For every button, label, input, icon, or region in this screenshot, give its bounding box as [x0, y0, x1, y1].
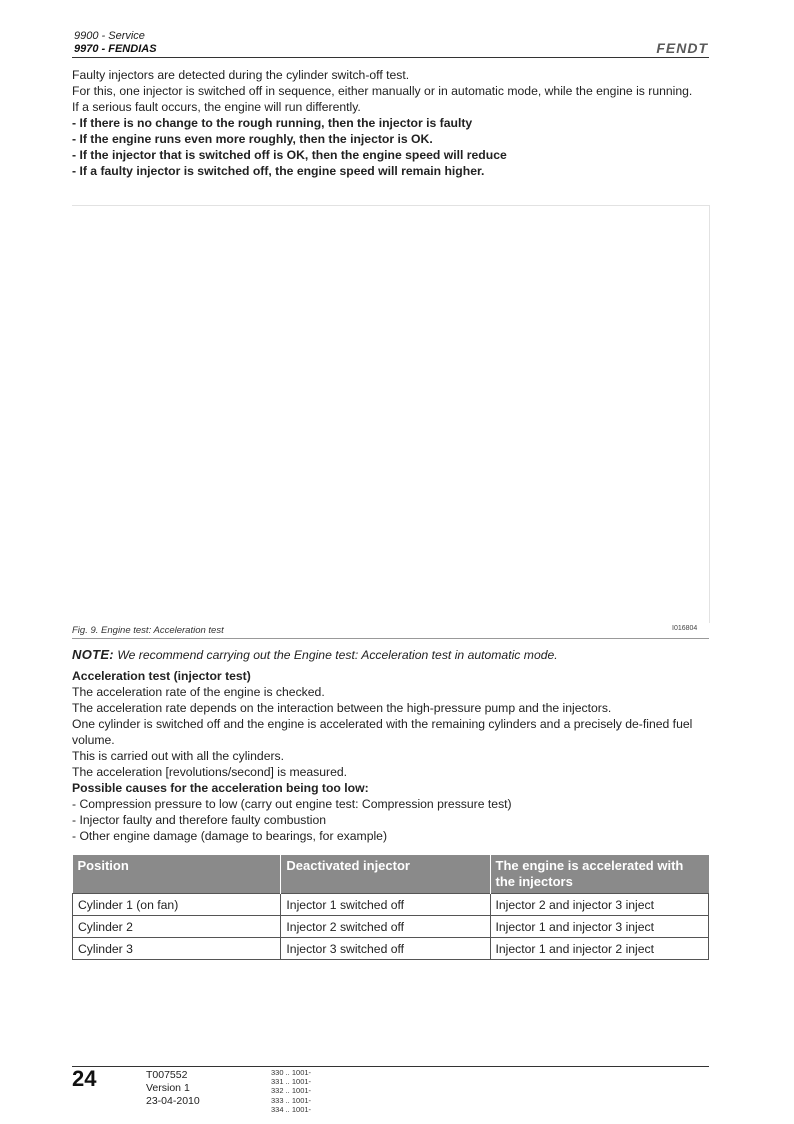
- intro-bold-line: - If the injector that is switched off is OK, then the engine speed will reduce: [72, 148, 507, 162]
- causes-heading: Possible causes for the acceleration being too low:: [72, 781, 369, 795]
- table-cell: Injector 2 switched off: [281, 916, 490, 938]
- note: [72, 647, 558, 663]
- model-item: 330 .. 1001-: [271, 1068, 312, 1077]
- intro-bold-line: - If there is no change to the rough running, then the injector is faulty: [72, 116, 473, 130]
- page-number: 24: [72, 1066, 97, 1091]
- doc-date: 23-04-2010: [146, 1095, 200, 1107]
- doc-version: Version 1: [146, 1082, 190, 1094]
- table-cell: Injector 1 and injector 3 inject: [490, 916, 709, 938]
- caption-rule: [72, 638, 709, 639]
- table-cell: Injector 1 switched off: [281, 894, 490, 916]
- section-heading: Acceleration test (injector test): [72, 669, 251, 683]
- figure-id: I016804: [672, 625, 698, 632]
- column-header-accelerated: The engine is accelerated with the injectors: [490, 855, 709, 894]
- section-line: One cylinder is switched off and the engine is accelerated with the remaining cylinders and a precisely de-fined fuel volume.: [72, 717, 693, 747]
- note-text: We recommend carrying out the Engine test: Acceleration test in automatic mode.: [113, 648, 558, 662]
- table-row: [73, 894, 709, 916]
- cause-item: - Compression pressure to low (carry out engine test: Compression pressure test): [72, 797, 512, 811]
- header-section-title: 9970 - FENDIAS: [74, 43, 157, 55]
- intro-line: For this, one injector is switched off in sequence, either manually or in automatic mode, while the engine is running.: [72, 84, 693, 98]
- cause-item: - Injector faulty and therefore faulty combustion: [72, 813, 327, 827]
- figure-caption: Fig. 9. Engine test: Acceleration test: [72, 625, 224, 636]
- intro-text: [72, 67, 712, 179]
- table-cell: Cylinder 3: [73, 938, 281, 960]
- model-item: 333 .. 1001-: [271, 1095, 312, 1105]
- table-cell: Injector 3 switched off: [281, 938, 490, 960]
- figure-image-area: [72, 205, 710, 623]
- doc-number: T007552: [146, 1069, 188, 1081]
- header-manual-title: 9900 - Service: [74, 30, 145, 42]
- cause-item: - Other engine damage (damage to bearings, for example): [72, 829, 388, 843]
- table-cell: Injector 2 and injector 3 inject: [490, 894, 709, 916]
- section-line: This is carried out with all the cylinders.: [72, 749, 285, 763]
- table-cell: Cylinder 2: [73, 916, 281, 938]
- document-info: [146, 1069, 200, 1108]
- intro-line: If a serious fault occurs, the engine will run differently.: [72, 100, 361, 114]
- footer-rule: [72, 1066, 709, 1067]
- table-header-row: [73, 855, 709, 894]
- column-header-deactivated: Deactivated injector: [281, 855, 490, 894]
- logo-text: FENDT: [656, 40, 708, 56]
- model-item: 331 .. 1001-: [271, 1077, 312, 1087]
- acceleration-test-section: [72, 668, 712, 844]
- model-item: 332 .. 1001-: [271, 1086, 312, 1096]
- table-cell: Cylinder 1 (on fan): [73, 894, 281, 916]
- intro-line: Faulty injectors are detected during the cylinder switch-off test.: [72, 68, 410, 82]
- section-line: The acceleration rate depends on the interaction between the high-pressure pump and the injectors.: [72, 701, 612, 715]
- table-row: [73, 916, 709, 938]
- note-label: NOTE:: [72, 647, 114, 662]
- injector-table: [72, 855, 709, 960]
- model-item: 334 .. 1001-: [271, 1104, 312, 1114]
- table-cell: Injector 1 and injector 2 inject: [490, 938, 709, 960]
- header-rule: [72, 57, 709, 58]
- section-line: The acceleration [revolutions/second] is measured.: [72, 765, 348, 779]
- table-row: [73, 938, 709, 960]
- model-list: [271, 1068, 311, 1114]
- intro-bold-line: - If the engine runs even more roughly, then the injector is OK.: [72, 132, 433, 146]
- fendt-logo: [632, 40, 710, 56]
- section-line: The acceleration rate of the engine is checked.: [72, 685, 325, 699]
- intro-bold-line: - If a faulty injector is switched off, the engine speed will remain higher.: [72, 164, 485, 178]
- column-header-position: Position: [73, 855, 281, 894]
